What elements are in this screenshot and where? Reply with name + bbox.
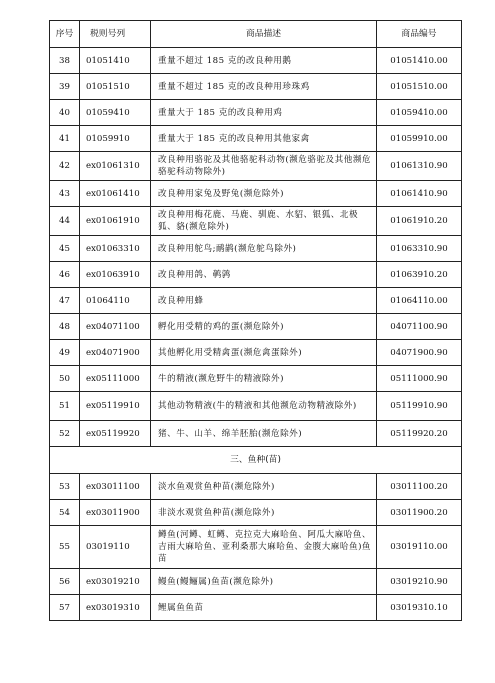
cell-desc: 改良种用鸽、鹌鹑 (151, 262, 377, 288)
cell-code: 05119910.90 (377, 392, 462, 421)
cell-seq: 42 (50, 152, 80, 181)
cell-code: 01051410.00 (377, 48, 462, 74)
cell-tariff: 01051510 (80, 74, 151, 100)
table-row (50, 366, 462, 392)
cell-code: 05111000.90 (377, 366, 462, 392)
cell-seq: 56 (50, 569, 80, 595)
table-row (50, 526, 462, 569)
table-row (50, 100, 462, 126)
cell-desc: 淡水鱼观赏鱼种苗(濒危除外) (151, 474, 377, 500)
table-row (50, 314, 462, 340)
cell-desc: 非淡水观赏鱼种苗(濒危除外) (151, 500, 377, 526)
table-row (50, 74, 462, 100)
header-tariff: 税则号列 (80, 21, 151, 48)
cell-code: 03019310.10 (377, 595, 462, 621)
cell-tariff: ex04071900 (80, 340, 151, 366)
cell-code: 04071100.90 (377, 314, 462, 340)
cell-tariff: ex03011900 (80, 500, 151, 526)
cell-seq: 46 (50, 262, 80, 288)
table-row (50, 207, 462, 236)
cell-code: 01063910.20 (377, 262, 462, 288)
table-row (50, 236, 462, 262)
cell-tariff: ex01063310 (80, 236, 151, 262)
table-row (50, 392, 462, 421)
tariff-table (49, 20, 462, 621)
cell-desc: 猪、牛、山羊、绵羊胚胎(濒危除外) (151, 421, 377, 447)
table-row (50, 474, 462, 500)
cell-seq: 47 (50, 288, 80, 314)
cell-seq: 44 (50, 207, 80, 236)
cell-seq: 54 (50, 500, 80, 526)
table-row (50, 500, 462, 526)
header-code: 商品编号 (377, 21, 462, 48)
cell-desc: 重量大于 185 克的改良种用鸡 (151, 100, 377, 126)
cell-code: 01061310.90 (377, 152, 462, 181)
cell-desc: 重量不超过 185 克的改良种用鹅 (151, 48, 377, 74)
cell-desc: 其他动物精液(牛的精液和其他濒危动物精液除外) (151, 392, 377, 421)
cell-tariff: ex01063910 (80, 262, 151, 288)
table-row (50, 288, 462, 314)
cell-desc: 鳟鱼(河鳟、虹鳟、克拉克大麻哈鱼、阿瓜大麻哈鱼、吉雨大麻哈鱼、亚利桑那大麻哈鱼、金腹大麻哈鱼)鱼苗 (151, 526, 377, 569)
header-desc: 商品描述 (151, 21, 377, 48)
cell-desc: 鳗鱼(鳗鲡属)鱼苗(濒危除外) (151, 569, 377, 595)
cell-seq: 48 (50, 314, 80, 340)
section-title: 三、鱼种(苗) (50, 447, 462, 474)
cell-code: 01059910.00 (377, 126, 462, 152)
cell-seq: 41 (50, 126, 80, 152)
cell-seq: 38 (50, 48, 80, 74)
cell-tariff: 01051410 (80, 48, 151, 74)
cell-code: 01059410.00 (377, 100, 462, 126)
table-row (50, 181, 462, 207)
cell-tariff: ex05119920 (80, 421, 151, 447)
cell-desc: 其他孵化用受精禽蛋(濒危禽蛋除外) (151, 340, 377, 366)
cell-seq: 51 (50, 392, 80, 421)
cell-seq: 40 (50, 100, 80, 126)
cell-seq: 43 (50, 181, 80, 207)
cell-tariff: ex01061910 (80, 207, 151, 236)
cell-desc: 鲤属鱼鱼苗 (151, 595, 377, 621)
cell-tariff: ex05111000 (80, 366, 151, 392)
cell-code: 03011100.20 (377, 474, 462, 500)
table-row (50, 569, 462, 595)
header-seq: 序号 (50, 21, 80, 48)
cell-desc: 重量不超过 185 克的改良种用珍珠鸡 (151, 74, 377, 100)
table-body-fish (50, 474, 462, 621)
cell-seq: 53 (50, 474, 80, 500)
cell-seq: 57 (50, 595, 80, 621)
table-row (50, 421, 462, 447)
cell-seq: 55 (50, 526, 80, 569)
cell-tariff: ex03019310 (80, 595, 151, 621)
cell-desc: 改良种用鸵鸟;鸸鹋(濒危鸵鸟除外) (151, 236, 377, 262)
cell-seq: 39 (50, 74, 80, 100)
cell-tariff: ex05119910 (80, 392, 151, 421)
cell-seq: 45 (50, 236, 80, 262)
cell-desc: 改良种用蜂 (151, 288, 377, 314)
cell-code: 01051510.00 (377, 74, 462, 100)
cell-tariff: ex01061310 (80, 152, 151, 181)
cell-tariff: 01064110 (80, 288, 151, 314)
cell-code: 01063310.90 (377, 236, 462, 262)
cell-tariff: ex01061410 (80, 181, 151, 207)
cell-tariff: ex03011100 (80, 474, 151, 500)
cell-code: 05119920.20 (377, 421, 462, 447)
table-row (50, 262, 462, 288)
table-row (50, 48, 462, 74)
table-body-livestock (50, 48, 462, 447)
cell-seq: 49 (50, 340, 80, 366)
table-row (50, 152, 462, 181)
cell-desc: 孵化用受精的鸡的蛋(濒危除外) (151, 314, 377, 340)
table-row (50, 126, 462, 152)
cell-tariff: 01059410 (80, 100, 151, 126)
tariff-table-sheet (49, 20, 461, 621)
cell-code: 03019110.00 (377, 526, 462, 569)
cell-desc: 改良种用家兔及野兔(濒危除外) (151, 181, 377, 207)
cell-tariff: 03019110 (80, 526, 151, 569)
cell-code: 01061910.20 (377, 207, 462, 236)
cell-desc: 改良种用骆驼及其他骆驼科动物(濒危骆驼及其他濒危骆驼科动物除外) (151, 152, 377, 181)
cell-code: 03019210.90 (377, 569, 462, 595)
cell-seq: 52 (50, 421, 80, 447)
cell-code: 01064110.00 (377, 288, 462, 314)
cell-desc: 牛的精液(濒危野牛的精液除外) (151, 366, 377, 392)
cell-tariff: ex04071100 (80, 314, 151, 340)
cell-desc: 改良种用梅花鹿、马鹿、驯鹿、水貂、银狐、北极狐、貉(濒危除外) (151, 207, 377, 236)
cell-tariff: 01059910 (80, 126, 151, 152)
cell-tariff: ex03019210 (80, 569, 151, 595)
cell-code: 04071900.90 (377, 340, 462, 366)
cell-code: 01061410.90 (377, 181, 462, 207)
cell-desc: 重量大于 185 克的改良种用其他家禽 (151, 126, 377, 152)
section-row (50, 447, 462, 474)
cell-code: 03011900.20 (377, 500, 462, 526)
cell-seq: 50 (50, 366, 80, 392)
table-row (50, 595, 462, 621)
table-row (50, 340, 462, 366)
table-header-row (50, 21, 462, 48)
